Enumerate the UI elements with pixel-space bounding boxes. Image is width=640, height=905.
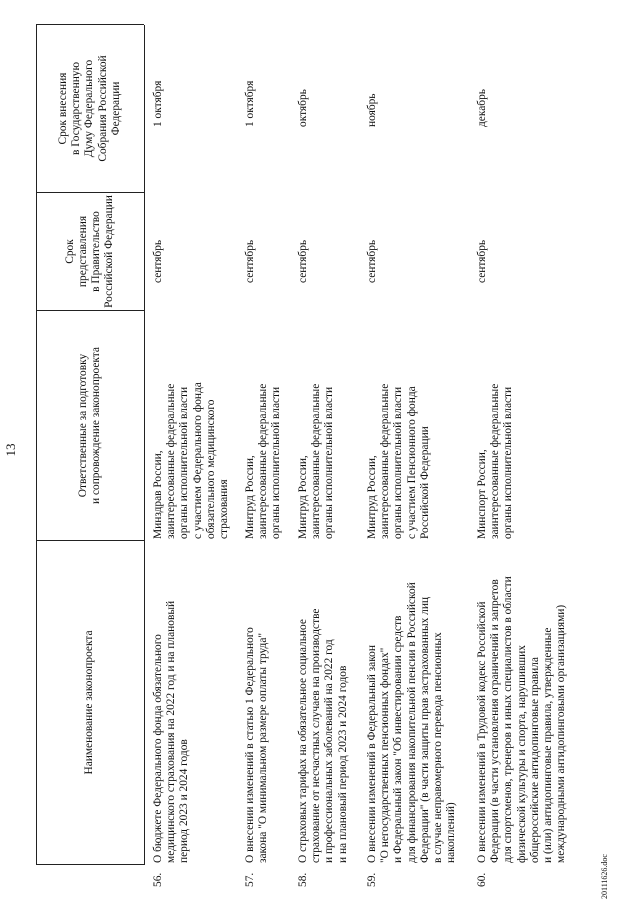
row-duma-deadline: 1 октября bbox=[152, 80, 164, 127]
page-number: 13 bbox=[3, 443, 18, 457]
row-gov-deadline: сентябрь bbox=[366, 239, 378, 283]
row-responsible: Минтруд России, заинтересованные федеральные органы исполнительной власти bbox=[244, 383, 283, 539]
row-number: 59. bbox=[366, 872, 378, 887]
row-name: О внесении изменений в статью 1 Федерального закона "О минимальном размере оплаты труда" bbox=[244, 627, 270, 863]
row-gov-deadline: сентябрь bbox=[297, 239, 309, 283]
row-duma-deadline: ноябрь bbox=[366, 93, 378, 127]
row-gov-deadline: сентябрь bbox=[244, 239, 256, 283]
row-duma-deadline: 1 октября bbox=[244, 80, 256, 127]
file-reference: 20111626.doc bbox=[600, 854, 609, 899]
row-name: О внесении изменений в Федеральный закон "О негосударственных пенсионных фондах" и Федеральный закон "Об инвестировании средств для финансирования накопительной пенсии в Российской Федерации" (в части защиты прав застрахованных лиц в случае неправомерного перевода пенсионных накоплений) bbox=[366, 582, 458, 863]
header-gov-deadline: Срок представления в Правительство Российской Федерации bbox=[63, 195, 116, 308]
table-header-bottom-border bbox=[144, 25, 145, 865]
row-responsible: Минтруд России, заинтересованные федеральные органы исполнительной власти с участием Пенсионного фонда Российской Федерации bbox=[366, 383, 431, 539]
column-divider bbox=[36, 864, 144, 865]
row-responsible: Минспорт России, заинтересованные федеральные органы исполнительной власти bbox=[476, 383, 515, 539]
row-number: 60. bbox=[476, 872, 488, 887]
row-responsible: Минтруд России, заинтересованные федеральные органы исполнительной власти bbox=[297, 383, 336, 539]
row-name: О бюджете Федерального фонда обязательного медицинского страхования на 2022 год и на плановый период 2023 и 2024 годов bbox=[152, 600, 191, 863]
row-responsible: Минздрав России, заинтересованные федеральные органы исполнительной власти с участием Федерального фонда обязательного медицинского страхования bbox=[152, 382, 231, 539]
row-gov-deadline: сентябрь bbox=[152, 239, 164, 283]
row-duma-deadline: декабрь bbox=[476, 89, 488, 127]
header-name: Наименование законопроекта bbox=[83, 630, 96, 775]
row-gov-deadline: сентябрь bbox=[476, 239, 488, 283]
header-duma-deadline: Срок внесения в Государственную Думу Федерального Собрания Российской Федерации bbox=[56, 55, 122, 162]
row-name: О страховых тарифах на обязательное социальное страхование от несчастных случаев на производстве и профессиональных заболеваний на 2022 год и на плановый период 2023 и 2024 годов bbox=[297, 608, 349, 863]
row-number: 56. bbox=[152, 872, 164, 887]
row-number: 57. bbox=[244, 872, 256, 887]
header-responsible: Ответственные за подготовку и сопровождение законопроекта bbox=[76, 347, 102, 504]
row-name: О внесении изменений в Трудовой кодекс Российской Федерации (в части установления ограничений и запретов для спортсменов, тренеров и иных специалистов в области физической культуры и спорта, нарушивших общероссийские антидопинговые правила и (или) антидопинговые правила, утвержденные международными антидопинговыми организациями) bbox=[476, 576, 568, 863]
row-duma-deadline: октябрь bbox=[297, 89, 309, 127]
row-number: 58. bbox=[297, 872, 309, 887]
